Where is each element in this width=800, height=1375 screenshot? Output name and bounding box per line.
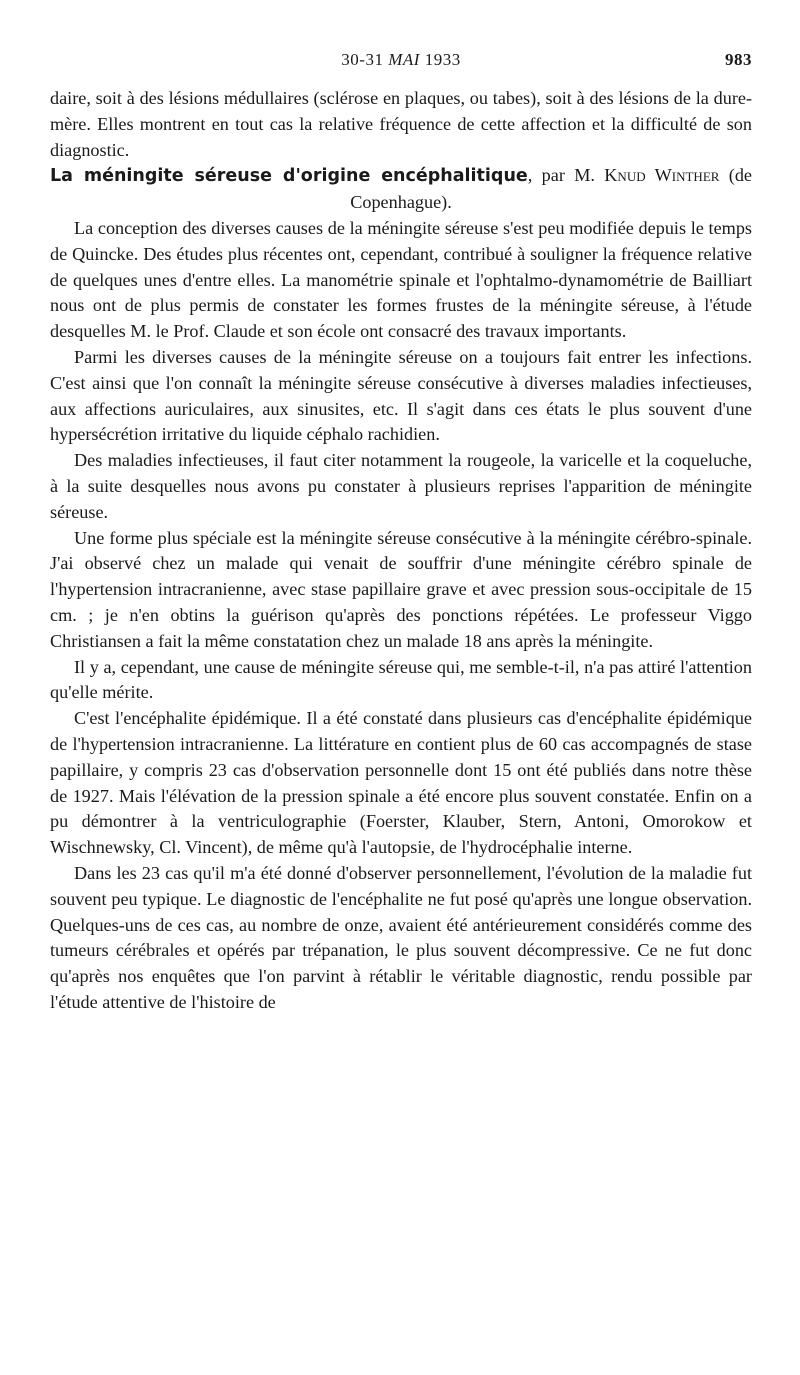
- body-text: [50, 86, 752, 1016]
- intro-continuation: daire, soit à des lésions médullaires (sclérose en plaques, ou tabes), soit à des lésions de la dure-mère. Elles montrent en tout cas la relative fréquence de cette affection et la difficulté de son diagnostic.: [50, 88, 752, 160]
- header-year: 1933: [419, 50, 461, 69]
- header-date-prefix: 30-31: [341, 50, 389, 69]
- header-date: [50, 50, 752, 70]
- paragraph: La conception des diverses causes de la méningite séreuse s'est peu modifiée depuis le temps de Quincke. Des études plus récentes ont, cependant, contribué à souligner la fréquence relative de quelques unes d'entre elles. La manométrie spinale et l'ophtalmo-dynamométrie de Bailliart nous ont de plus permis de constater les formes frustes de la méningite séreuse, à l'étude desquelles M. le Prof. Claude et son école ont consacré des travaux importants.: [50, 217, 752, 342]
- paragraph: Des maladies infectieuses, il faut citer notamment la rougeole, la varicelle et la coqueluche, à la suite desquelles nous avons pu constater à plusieurs reprises l'apparition de méningite séreuse.: [50, 450, 752, 522]
- paragraph: Parmi les diverses causes de la méningite séreuse on a toujours fait entrer les infections. C'est ainsi que l'on connaît la méningite séreuse consécutive à diverses maladies infectieuses, aux affections auriculaires, aux sinusites, etc. Il s'agit dans ces états le plus souvent d'une hypersécrétion irritative du liquide céphalo rachidien.: [50, 346, 752, 445]
- article-by: , par M.: [527, 165, 605, 186]
- paragraph: Il y a, cependant, une cause de méningite séreuse qui, me semble-t-il, n'a pas attiré l'attention qu'elle mérite.: [50, 656, 752, 703]
- article-title: La méningite séreuse d'origine encéphalitique: [50, 166, 528, 187]
- paragraph: Dans les 23 cas qu'il m'a été donné d'observer personnellement, l'évolution de la maladie fut souvent peu typique. Le diagnostic de l'encéphalite ne fut posé qu'après une longue observation. Quelques-uns de ces cas, au nombre de onze, avaient été antérieurement considérés comme des tumeurs cérébrales et opérés par trépanation, le plus souvent décompressive. Ce ne fut donc qu'après nos enquêtes que l'on parvint à rétablir le véritable diagnostic, rendu possible par l'étude attentive de l'histoire de: [50, 862, 752, 1012]
- article-origin: (de Copenhague).: [350, 165, 752, 213]
- article-author: Knud Winther: [604, 165, 720, 186]
- running-header: [50, 50, 752, 76]
- header-month: MAI: [388, 50, 420, 69]
- article-heading: [50, 163, 752, 216]
- paragraph: C'est l'encéphalite épidémique. Il a été constaté dans plusieurs cas d'encéphalite épidémique de l'hypertension intracranienne. La littérature en contient plus de 60 cas accompagnés de stase papillaire, y compris 23 cas d'observation personnelle dont 15 ont été publiés dans notre thèse de 1927. Mais l'élévation de la pression spinale a été encore plus souvent constatée. Enfin on a pu démontrer à la ventriculographie (Foerster, Klauber, Stern, Antoni, Omorokow et Wischnewsky, Cl. Vincent), de même qu'à l'autopsie, de l'hydrocéphalie interne.: [50, 708, 752, 858]
- page-number: 983: [725, 50, 752, 69]
- paragraph: Une forme plus spéciale est la méningite séreuse consécutive à la méningite cérébro-spinale. J'ai observé chez un malade qui venait de souffrir d'une méningite cérébro spinale de l'hypertension intracranienne, avec stase papillaire grave et avec pression sous-occipitale de 15 cm. ; je n'en obtins la guérison qu'après des ponctions répétées. Le professeur Viggo Christiansen a fait la même constatation chez un malade 18 ans après la méningite.: [50, 527, 752, 651]
